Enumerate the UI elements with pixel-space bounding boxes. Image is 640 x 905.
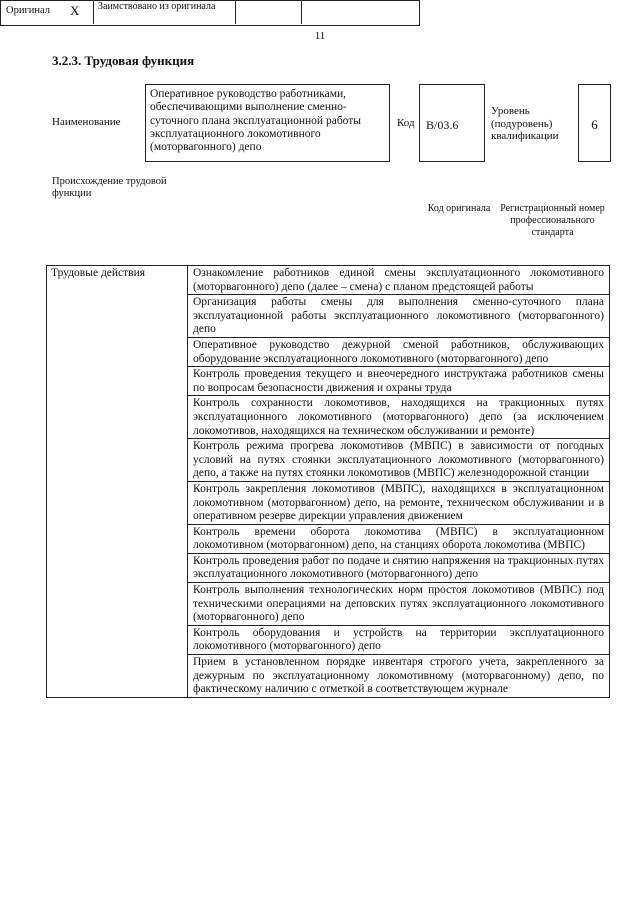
code-original-caption: Код оригинала [427, 203, 491, 214]
section-title: 3.2.3. Трудовая функция [52, 53, 195, 68]
original-label: Оригинал [6, 5, 50, 16]
labor-action-item: Контроль закрепления локомотивов (МВПС), находящихся в эксплуатационном локомотивном (моторвагонном) депо, на ремонте, техническом обслуживании и в оперативном резерве дирекции управления движением [188, 481, 610, 524]
table-row [47, 266, 610, 295]
level-box [578, 84, 611, 162]
labor-action-item: Ознакомление работников единой смены эксплуатационного локомотивного (моторвагонного) депо (далее – смена) с планом предстоящей работы [188, 266, 610, 295]
labor-action-item: Контроль оборудования и устройств на территории эксплуатационного локомотивного (моторвагонного) депо [188, 625, 610, 654]
origin-table [0, 0, 420, 26]
reg-number-cell [302, 0, 418, 24]
labor-action-item: Контроль проведения работ по подаче и снятию напряжения на тракционных путях эксплуатационного локомотивного (моторвагонного) депо [188, 553, 610, 582]
labor-action-item: Контроль выполнения технологических норм простоя локомотивов (МВПС) под техническими операциями на деповских путях эксплуатационного локомотивного (моторвагонного) депо [188, 583, 610, 626]
level-value: 6 [591, 117, 598, 132]
origin-label: Происхождение трудовой функции [52, 176, 167, 200]
original-mark: X [70, 3, 80, 18]
labor-actions-label: Трудовые действия [47, 266, 188, 698]
labor-action-item: Организация работы смены для выполнения сменно-суточного плана эксплуатационной работы эксплуатационного локомотивного (моторвагонного) депо [188, 295, 610, 338]
function-name: Оперативное руководство работниками, обеспечивающими выполнение сменно-суточного плана эксплуатационной работы эксплуатационного локомотивного (моторвагонного) депо [150, 88, 362, 154]
labor-actions-table [46, 265, 610, 698]
labor-action-item: Контроль проведения текущего и внеочередного инструктажа работников смены по вопросам безопасности движения и охраны труда [188, 367, 610, 396]
code-original-cell [236, 0, 302, 24]
code-label: Код [397, 117, 415, 129]
labor-action-item: Контроль режима прогрева локомотивов (МВПС) в зависимости от погодных условий на путях стоянки эксплуатационного локомотивного (моторвагонного) депо, а также на путях стоянки локомотивов (МВПС) железнодорожной станции [188, 439, 610, 482]
borrowed-cell [94, 0, 236, 24]
name-label: Наименование [52, 116, 121, 128]
reg-number-caption: Регистрационный номер профессионального стандарта [500, 203, 605, 238]
code-value: B/03.6 [426, 118, 459, 132]
function-name-box [145, 84, 390, 162]
labor-action-item: Прием в установленном порядке инвентаря строгого учета, закрепленного за дежурным по эксплуатационному локомотивному (моторвагонному) депо, по фактическому наличию с отметкой в соответствующем журнале [188, 655, 610, 698]
page-number: 11 [314, 30, 326, 42]
labor-action-item: Контроль времени оборота локомотива (МВПС) в эксплуатационном локомотивном (моторвагонном) депо, на станциях оборота локомотива (МВПС) [188, 524, 610, 553]
code-box [419, 84, 485, 162]
labor-action-item: Контроль сохранности локомотивов, находящихся на тракционных путях эксплуатационного локомотивного (моторвагонного) депо (за исключением локомотивов, находящихся на техническом обслуживании и ремонте) [188, 396, 610, 439]
labor-action-item: Оперативное руководство дежурной сменой работников, обслуживающих оборудование эксплуатационного локомотивного (моторвагонного) депо [188, 337, 610, 366]
borrowed-label: Заимствовано из оригинала [98, 1, 216, 12]
level-label: Уровень (подуровень) квалификации [491, 105, 559, 143]
original-cell [0, 0, 94, 24]
